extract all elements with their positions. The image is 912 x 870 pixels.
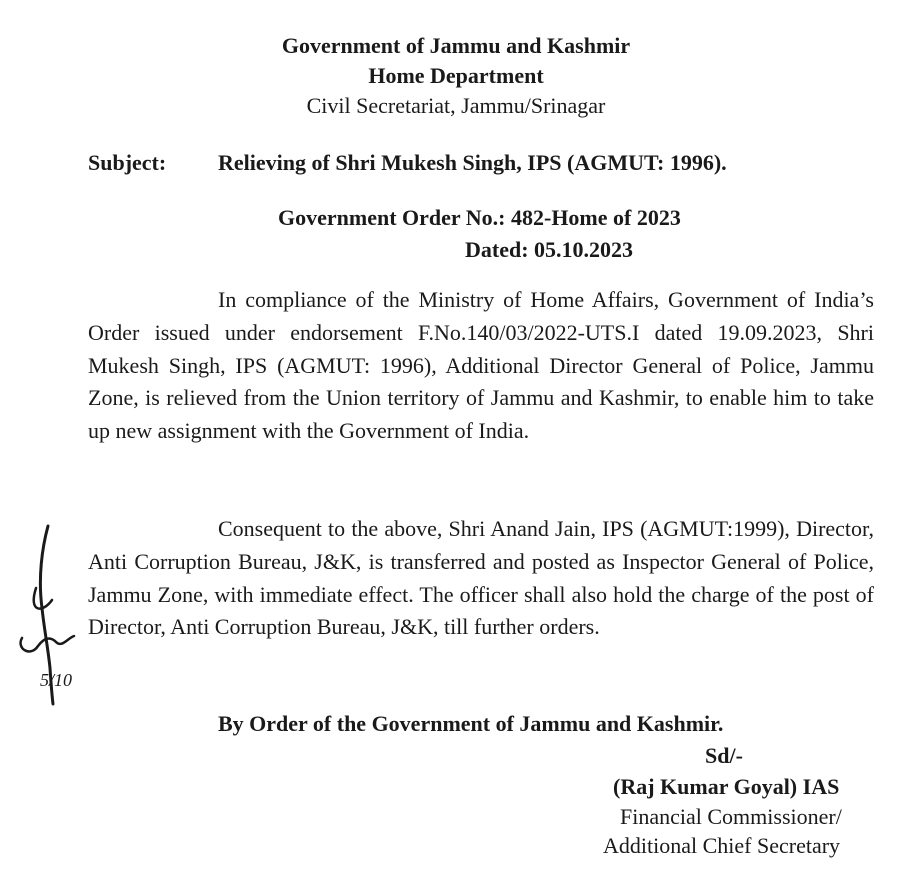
subject-label: Subject:: [88, 150, 167, 175]
header-secretariat: Civil Secretariat, Jammu/Srinagar: [306, 93, 606, 118]
signatory-designation-1: Financial Commissioner/: [620, 804, 842, 829]
signatory-designation-2: Additional Chief Secretary: [603, 833, 841, 858]
margin-signature-icon: [8, 518, 90, 708]
body-paragraph-1: In compliance of the Ministry of Home Affairs, Government of India’s Order issued under endorsement F.No.140/03/2022-UTS.I dated 19.09.2023, Shri Mukesh Singh, IPS (AGMUT: 1996), Additional Director General of Police, Jammu Zone, is relieved from the Union territory of Jammu and Kashmir, to enable him to take up new assignment with the Government of India.: [88, 287, 874, 444]
body-paragraph-2: Consequent to the above, Shri Anand Jain, IPS (AGMUT:1999), Director, Anti Corruption Bureau, J&K, is transferred and posted as Inspector General of Police, Jammu Zone, with immediate effect. The officer shall also hold the charge of the post of Director, Anti Corruption Bureau, J&K, till further orders.: [88, 516, 874, 640]
subject-text: Relieving of Shri Mukesh Singh, IPS (AGMUT: 1996).: [218, 150, 727, 175]
order-date: Dated: 05.10.2023: [465, 237, 634, 262]
header-department: Home Department: [368, 63, 544, 88]
header-government: Government of Jammu and Kashmir: [281, 33, 631, 58]
order-number: Government Order No.: 482-Home of 2023: [278, 205, 681, 230]
signed-mark: Sd/-: [705, 743, 743, 768]
signatory-name: (Raj Kumar Goyal) IAS: [613, 774, 840, 799]
by-order-line: By Order of the Government of Jammu and Kashmir.: [218, 711, 724, 736]
signature-date-note: 5/10: [40, 670, 73, 690]
